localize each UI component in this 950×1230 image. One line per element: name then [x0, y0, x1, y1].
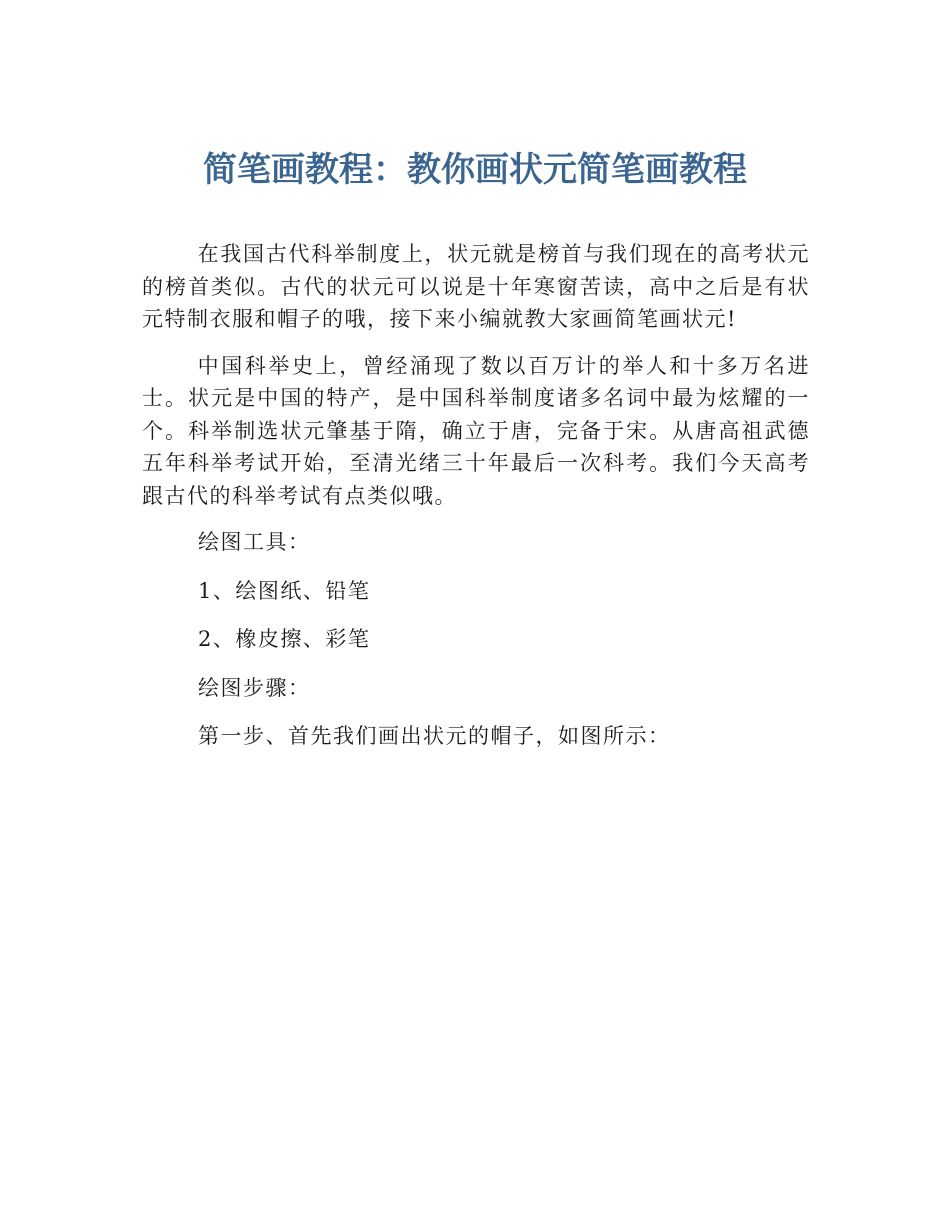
tool-item: 2、橡皮擦、彩笔 [198, 627, 371, 651]
tool-item: 1、绘图纸、铅笔 [198, 578, 371, 603]
steps-heading: 绘图步骤： [198, 675, 311, 700]
step-one: 第一步、首先我们画出状元的帽子，如图所示： [198, 724, 671, 748]
intro-paragraph: 在我国古代科举制度上，状元就是榜首与我们现在的高考状元的榜首类似。古代的状元可以说是十年寒窗苦读，高中之后是有状元特制衣服和帽子的哦，接下来小编就教大家画简笔画状元! [142, 242, 810, 331]
document-body [142, 238, 810, 769]
document-title: 简笔画教程：教你画状元简笔画教程 [203, 150, 747, 190]
tools-heading: 绘图工具： [198, 530, 311, 554]
history-paragraph: 中国科举史上，曾经涌现了数以百万计的举人和十多万名进士。状元是中国的特产，是中国科举制度诸多名词中最为炫耀的一个。科举制选状元肇基于隋，确立于唐，完备于宋。从唐高祖武德五年科举考试开始，至清光绪三十年最后一次科考。我们今天高考跟古代的科举考试有点类似哦。 [142, 353, 810, 508]
